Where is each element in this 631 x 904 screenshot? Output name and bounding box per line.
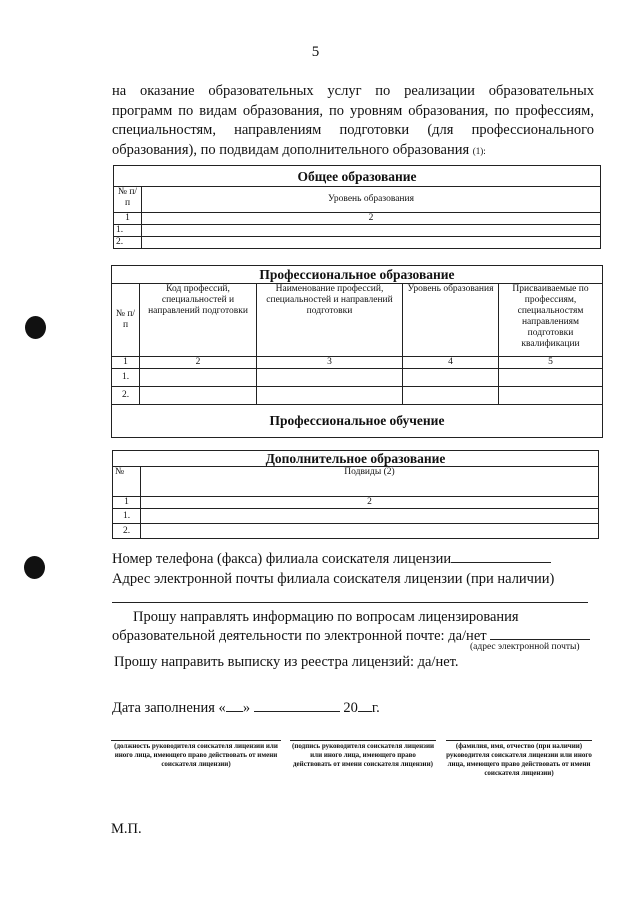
professional-training-box (111, 404, 603, 438)
signature-line[interactable] (290, 740, 436, 741)
table-cell-input[interactable] (499, 387, 603, 405)
intro-paragraph (112, 82, 594, 161)
table-cell-input[interactable] (140, 387, 257, 405)
row-number: 1. (114, 225, 142, 237)
date-month-input[interactable] (254, 699, 340, 712)
index-cell: 2 (142, 213, 601, 225)
email-caption: (адрес электронной почты) (470, 642, 580, 652)
phone-label: Номер телефона (факса) филиала соискателя лицензии (112, 551, 452, 567)
email-input[interactable] (112, 602, 588, 603)
col-subtype-header: Подвиды (2) (141, 467, 599, 497)
row-number: 1. (112, 369, 140, 387)
table-cell-input[interactable] (140, 369, 257, 387)
row-number: 2. (114, 237, 142, 249)
col-level-header: Уровень образования (403, 284, 499, 357)
page-number: 5 (311, 44, 320, 60)
date-year-input[interactable] (358, 699, 372, 712)
date-mid: » (242, 700, 251, 716)
info-request-line1: Прошу направлять информацию по вопросам лицензирования (133, 609, 519, 625)
date-row (112, 699, 380, 717)
index-cell: 1 (113, 497, 141, 509)
date-suffix: г. (371, 700, 380, 716)
additional-education-title: Дополнительное образование (113, 451, 599, 467)
index-cell: 2 (140, 357, 257, 369)
col-code-header: Код профессий, специальностей и направлений подготовки (140, 284, 257, 357)
table-cell-input[interactable] (141, 509, 599, 524)
signature-caption: (подпись руководителя соискателя лицензии или иного лица, имеющего право действовать от имени соискателя лицензии) (291, 742, 435, 768)
professional-training-title: Профессиональное обучение (269, 413, 445, 428)
row-number: 2. (113, 524, 141, 539)
table-cell-input[interactable] (403, 369, 499, 387)
col-level-header: Уровень образования (142, 187, 601, 213)
col-num-header: № п/п (114, 187, 142, 213)
index-cell: 4 (403, 357, 499, 369)
table-cell-input[interactable] (257, 369, 403, 387)
position-signature-line[interactable] (111, 740, 281, 741)
general-education-table (113, 165, 601, 249)
col-num-header: № (113, 467, 141, 497)
date-year: 20 (343, 700, 358, 716)
row-number: 1. (113, 509, 141, 524)
index-cell: 1 (112, 357, 140, 369)
intro-text: на оказание образовательных услуг по реализации образовательных программ по видам образования, по уровням образования, по профессиям, специальностям, направлениям подготовки (для профессионального образования), по подвидам дополнительного образования (112, 83, 594, 158)
extract-request: Прошу направить выписку из реестра лицензий: да/нет. (114, 654, 459, 670)
punch-hole-bottom (24, 556, 45, 579)
col-name-header: Наименование профессий, специальностей и направлений подготовки (257, 284, 403, 357)
table-cell-input[interactable] (141, 524, 599, 539)
info-request-line2: образовательной деятельности по электронной почте: да/нет (112, 628, 487, 644)
intro-footnote: (1): (472, 145, 486, 156)
general-education-title: Общее образование (114, 166, 601, 187)
index-cell: 1 (114, 213, 142, 225)
table-cell-input[interactable] (499, 369, 603, 387)
additional-education-table (112, 450, 599, 539)
punch-hole-top (25, 316, 46, 339)
table-cell-input[interactable] (403, 387, 499, 405)
index-cell: 2 (141, 497, 599, 509)
row-number: 2. (112, 387, 140, 405)
phone-row (112, 550, 551, 568)
phone-input[interactable] (451, 550, 551, 563)
index-cell: 5 (499, 357, 603, 369)
table-cell-input[interactable] (142, 225, 601, 237)
col-num-header: № п/п (112, 284, 140, 357)
position-caption: (должность руководителя соискателя лицензии или иного лица, имеющего право действовать от имени соискателя лицензии) (114, 742, 278, 768)
professional-education-title: Профессиональное образование (112, 266, 603, 284)
stamp-label: М.П. (111, 821, 142, 837)
table-cell-input[interactable] (142, 237, 601, 249)
fullname-signature-line[interactable] (446, 740, 592, 741)
email-address-input[interactable] (490, 627, 590, 640)
professional-education-table (111, 265, 603, 405)
email-label: Адрес электронной почты филиала соискателя лицензии (при наличии) (112, 571, 555, 587)
col-qualification-header: Присваиваемые по профессиям, специальностям направлениям подготовки квалификации (499, 284, 603, 357)
fullname-caption: (фамилия, имя, отчество (при наличии) руководителя соискателя лицензии или иного лица, имеющего право действовать от имени соискателя лицензии) (446, 742, 592, 777)
table-cell-input[interactable] (257, 387, 403, 405)
index-cell: 3 (257, 357, 403, 369)
date-prefix: Дата заполнения « (112, 700, 226, 716)
date-day-input[interactable] (226, 699, 243, 712)
